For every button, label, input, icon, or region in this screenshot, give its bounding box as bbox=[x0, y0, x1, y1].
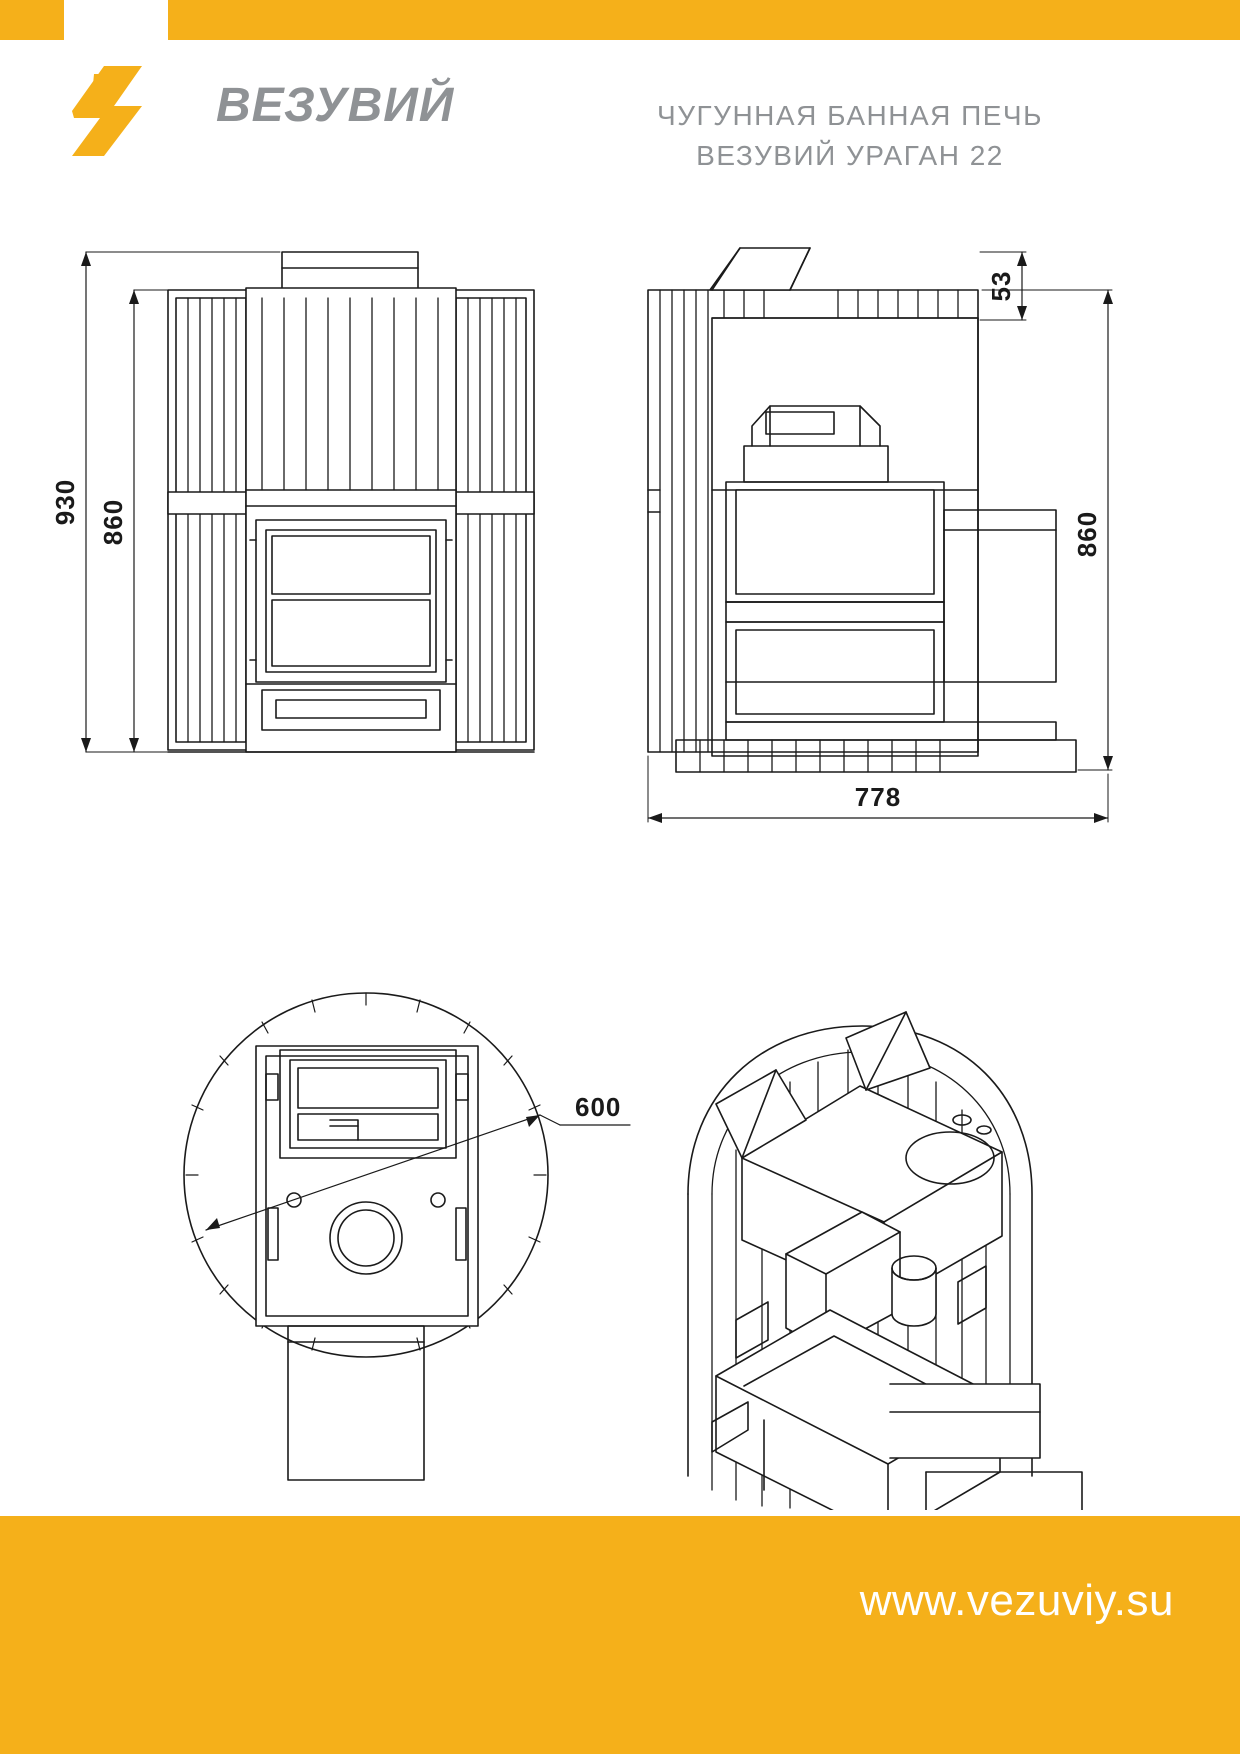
dim-side-860: 860 bbox=[1072, 510, 1102, 558]
bottom-accent-bar bbox=[0, 1516, 1240, 1754]
dim-side-778: 778 bbox=[854, 782, 902, 812]
technical-drawing-sheet bbox=[0, 190, 1240, 1510]
top-plan-drawing bbox=[184, 993, 630, 1480]
page-title-line1: ЧУГУННАЯ БАННАЯ ПЕЧЬ bbox=[657, 100, 1043, 131]
front-elevation-drawing bbox=[50, 252, 534, 752]
isometric-cutaway-drawing bbox=[688, 1012, 1082, 1510]
website-url[interactable]: www.vezuviy.su bbox=[859, 1576, 1174, 1625]
dim-front-930: 930 bbox=[50, 478, 80, 526]
page-title-line2: ВЕЗУВИЙ УРАГАН 22 bbox=[696, 140, 1004, 171]
dim-front-860: 860 bbox=[98, 498, 128, 546]
page-title bbox=[520, 96, 1180, 176]
side-elevation-drawing bbox=[648, 248, 1113, 823]
brand-logo bbox=[64, 56, 455, 166]
vezuviy-v-logo-icon bbox=[64, 56, 174, 166]
top-accent-bar bbox=[0, 0, 1240, 40]
dim-top-600: 600 bbox=[575, 1092, 622, 1122]
top-bar-logo-notch bbox=[64, 0, 168, 40]
dim-side-53: 53 bbox=[986, 270, 1016, 302]
brand-name: ВЕЗУВИЙ bbox=[216, 79, 455, 132]
